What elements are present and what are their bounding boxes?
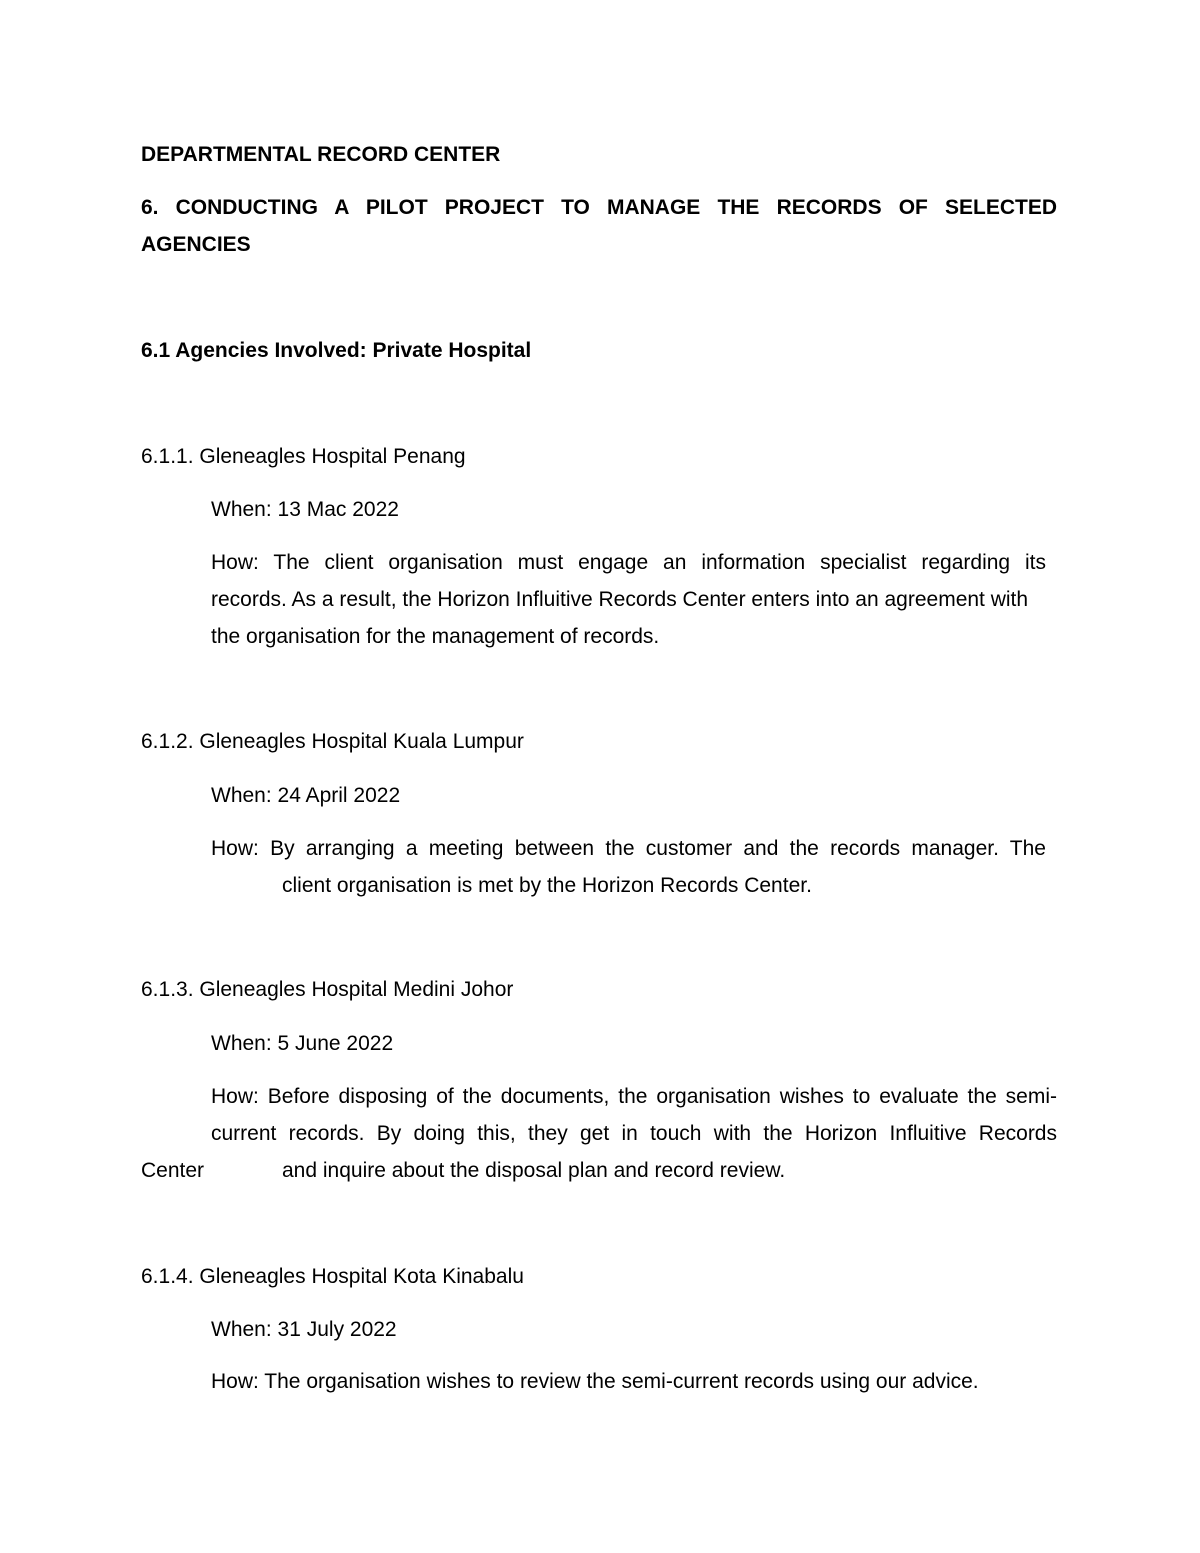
entry-when-kota-kinabalu: When: 31 July 2022: [211, 1318, 397, 1341]
entry-how-medini-johor-line-3b: and inquire about the disposal plan and record review.: [282, 1159, 786, 1182]
section-heading-line-1: 6. CONDUCTING A PILOT PROJECT TO MANAGE THE RECORDS OF SELECTED: [141, 196, 1057, 219]
entry-how-kuala-lumpur-line-2: client organisation is met by the Horizon Records Center.: [282, 874, 812, 897]
entry-heading-kota-kinabalu: 6.1.4. Gleneagles Hospital Kota Kinabalu: [141, 1265, 524, 1288]
entry-how-penang-line-3: the organisation for the management of records.: [211, 625, 660, 648]
entry-how-medini-johor-line-1: How: Before disposing of the documents, the organisation wishes to evaluate the semi-: [211, 1085, 1057, 1108]
entry-heading-medini-johor: 6.1.3. Gleneagles Hospital Medini Johor: [141, 978, 514, 1001]
entry-heading-kuala-lumpur: 6.1.2. Gleneagles Hospital Kuala Lumpur: [141, 730, 524, 753]
entry-how-medini-johor-line-3a: Center: [141, 1159, 205, 1182]
section-heading-line-2: AGENCIES: [141, 233, 251, 256]
entry-how-penang-line-1: How: The client organisation must engage an information specialist regarding its: [211, 551, 1046, 574]
department-title: DEPARTMENTAL RECORD CENTER: [141, 143, 501, 166]
entry-how-penang-line-2: records. As a result, the Horizon Influitive Records Center enters into an agreement with: [211, 588, 1029, 611]
entry-how-kuala-lumpur-line-1: How: By arranging a meeting between the customer and the records manager. The: [211, 837, 1046, 860]
entry-how-medini-johor-line-2: current records. By doing this, they get in touch with the Horizon Influitive Records: [211, 1122, 1057, 1145]
entry-when-kuala-lumpur: When: 24 April 2022: [211, 784, 401, 807]
entry-heading-penang: 6.1.1. Gleneagles Hospital Penang: [141, 445, 466, 468]
entry-when-penang: When: 13 Mac 2022: [211, 498, 399, 521]
entry-how-kota-kinabalu-line-1: How: The organisation wishes to review the semi-current records using our advice.: [211, 1370, 979, 1393]
subsection-heading: 6.1 Agencies Involved: Private Hospital: [141, 339, 532, 362]
entry-when-medini-johor: When: 5 June 2022: [211, 1032, 394, 1055]
